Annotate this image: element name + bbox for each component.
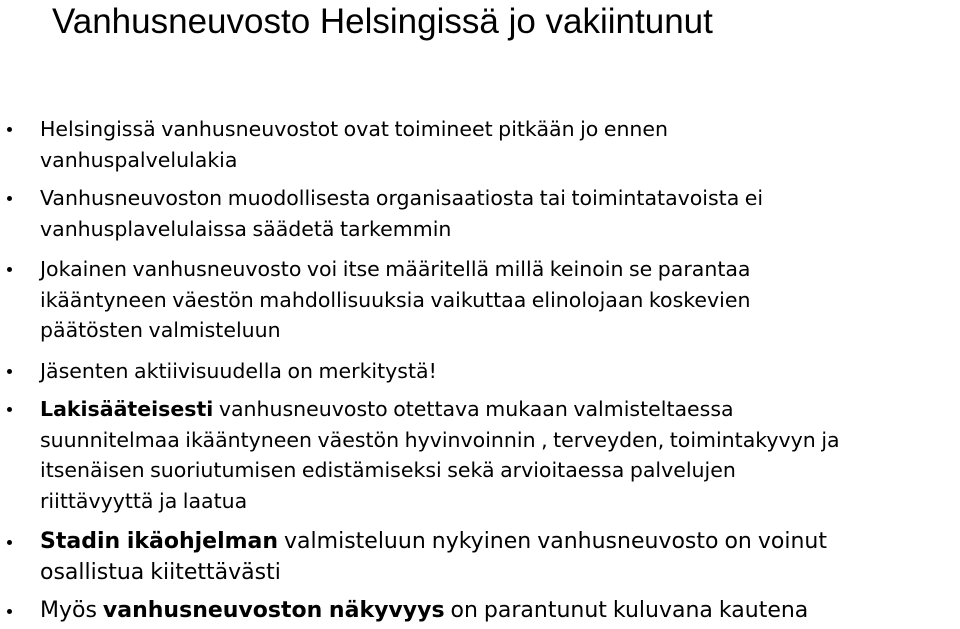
bullet-text-bold: Lakisääteisesti [40,397,214,421]
bullet-icon [7,609,12,614]
slide-title: Vanhusneuvosto Helsingissä jo vakiintunut [52,2,713,41]
bullet-icon [7,127,12,132]
bullet-text-run: Jokainen vanhusneuvosto voi itse määritellä millä keinoin se parantaa ikääntyneen väestön mahdollisuuksia vaikuttaa elinolojaan koskevien päätösten valmisteluun [40,257,751,342]
bullet-icon [7,196,12,201]
bullet-text-run: Jäsenten aktiivisuudella on merkitystä! [40,359,437,383]
bullet-text [40,394,960,516]
bullet-icon [7,540,12,545]
bullet-text-run: vanhusneuvosto otettava mukaan valmisteltaessa suunnitelmaa ikääntyneen väestön hyvinvoinnin , terveyden, toimintakyvyn ja itsenäisen suoriutumisen edistämiseksi sekä arvioitaessa palvelujen riittävyyttä ja laatua [40,397,840,513]
bullet-text-bold: Stadin ikäohjelman [40,529,279,554]
bullet-text-run: Myös [40,598,103,623]
bullet-text [40,114,960,175]
bullet-text-run: on parantunut kuluvana kautena [444,598,809,623]
bullet-icon [7,369,12,374]
bullet-icon [7,407,12,412]
bullet-text-run: Helsingissä vanhusneuvostot ovat toimineet pitkään jo ennen vanhuspalvelulakia [40,117,669,172]
bullet-icon [7,267,12,272]
bullet-text-bold: vanhusneuvoston näkyvyys [102,598,445,623]
bullet-text-run: valmisteluun nykyinen vanhusneuvosto on voinut osallistua kiitettävästi [40,529,827,585]
bullet-text [40,356,960,387]
bullet-text [40,254,960,346]
bullet-text-run: Vanhusneuvoston muodollisesta organisaatiosta tai toimintatavoista ei vanhusplavelulaissa säädetä tarkemmin [40,186,764,241]
bullet-text [40,596,960,627]
bullet-text [40,527,960,588]
bullet-text [40,183,960,244]
